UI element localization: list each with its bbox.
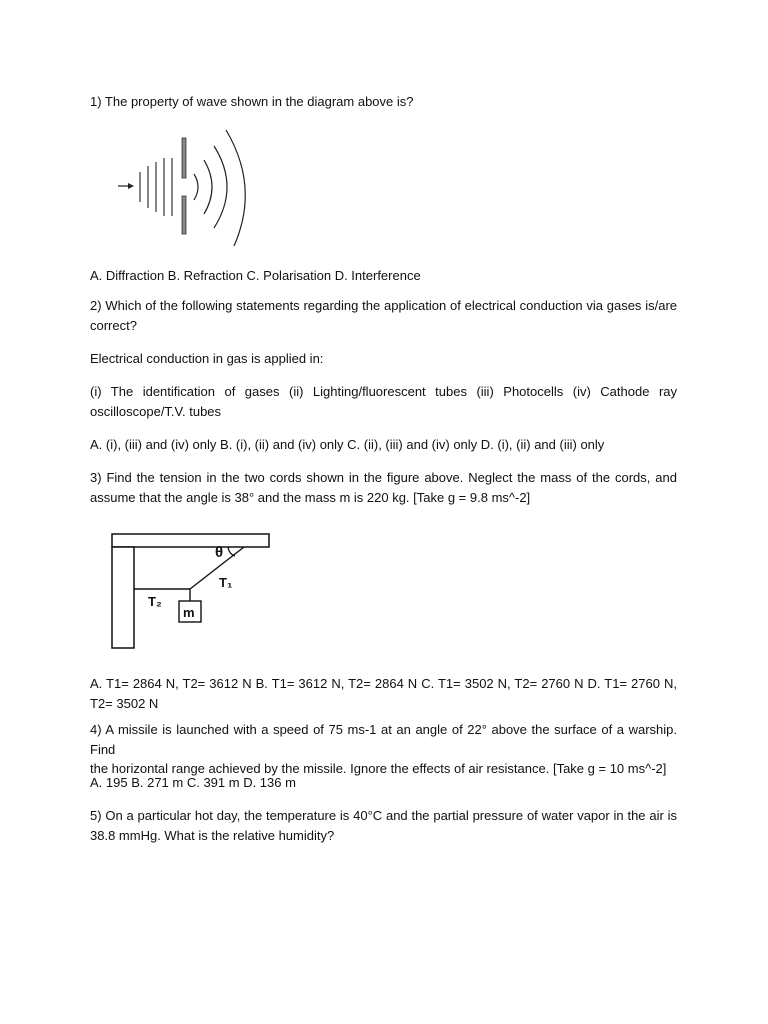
ceiling-beam [112, 534, 269, 547]
question-2-lead: Electrical conduction in gas is applied in: [90, 351, 324, 366]
question-3-options-line-1: A. T1= 2864 N, T2= 3612 N B. T1= 3612 N, T2= 2864 N C. T1= 3502 N, T2= 2760 N D. T1= 2760 N, [90, 676, 677, 691]
question-3-line-2: assume that the angle is 38° and the mass m is 220 kg. [Take g = 9.8 ms^-2] [90, 489, 531, 505]
question-3-options-line-2: T2= 3502 N [90, 695, 159, 711]
theta-label: θ [215, 544, 224, 561]
t2-label: T₂ [148, 594, 162, 609]
incident-wavefronts [140, 158, 172, 216]
question-3-line-1: 3) Find the tension in the two cords shown in the figure above. Neglect the mass of the cords, and [90, 470, 677, 485]
mass-label: m [183, 605, 195, 620]
barrier-top [182, 138, 186, 178]
question-3-options [90, 674, 677, 713]
question-5-line-2: 38.8 mmHg. What is the relative humidity? [90, 827, 335, 843]
question-4-line-2: the horizontal range achieved by the missile. Ignore the effects of air resistance. [Take g = 10 ms^-2] [90, 761, 667, 776]
question-2-text [90, 296, 677, 335]
barrier-bottom [182, 196, 186, 234]
question-2-line-2: correct? [90, 317, 137, 333]
incident-arrow-head [128, 183, 134, 189]
question-4-text [90, 720, 677, 779]
t1-label: T₁ [219, 575, 233, 590]
diffracted-arc [204, 160, 212, 214]
question-2-list [90, 382, 677, 421]
diffracted-arc [214, 146, 227, 228]
question-2-options: A. (i), (iii) and (iv) only B. (i), (ii) and (iv) only C. (ii), (iii) and (iv) only D. (i), (ii) and (iii) only [90, 437, 605, 452]
question-4-options: A. 195 B. 271 m C. 391 m D. 136 m [90, 775, 296, 790]
question-1-options: A. Diffraction B. Refraction C. Polarisation D. Interference [90, 268, 421, 283]
diffraction-diagram [116, 126, 258, 250]
question-5-text [90, 806, 677, 845]
diffracted-arc [194, 174, 198, 200]
tension-diagram [108, 530, 272, 652]
diffracted-arc [226, 130, 245, 246]
question-2-list-line-2: oscilloscope/T.V. tubes [90, 403, 222, 419]
question-5-line-1: 5) On a particular hot day, the temperature is 40°C and the partial pressure of water vapor in the air is [90, 808, 677, 823]
question-3-text [90, 468, 677, 507]
question-1-text: 1) The property of wave shown in the diagram above is? [90, 94, 414, 109]
question-4-line-1: 4) A missile is launched with a speed of 75 ms-1 at an angle of 22° above the surface of a warship. Find [90, 722, 677, 757]
question-2-line-1: 2) Which of the following statements regarding the application of electrical conduction via gases is/are [90, 298, 677, 313]
diffracted-wavefronts [194, 130, 245, 246]
question-2-list-line-1: (i) The identification of gases (ii) Lighting/fluorescent tubes (iii) Photocells (iv) Cathode ray [90, 384, 677, 399]
wall [112, 547, 134, 648]
